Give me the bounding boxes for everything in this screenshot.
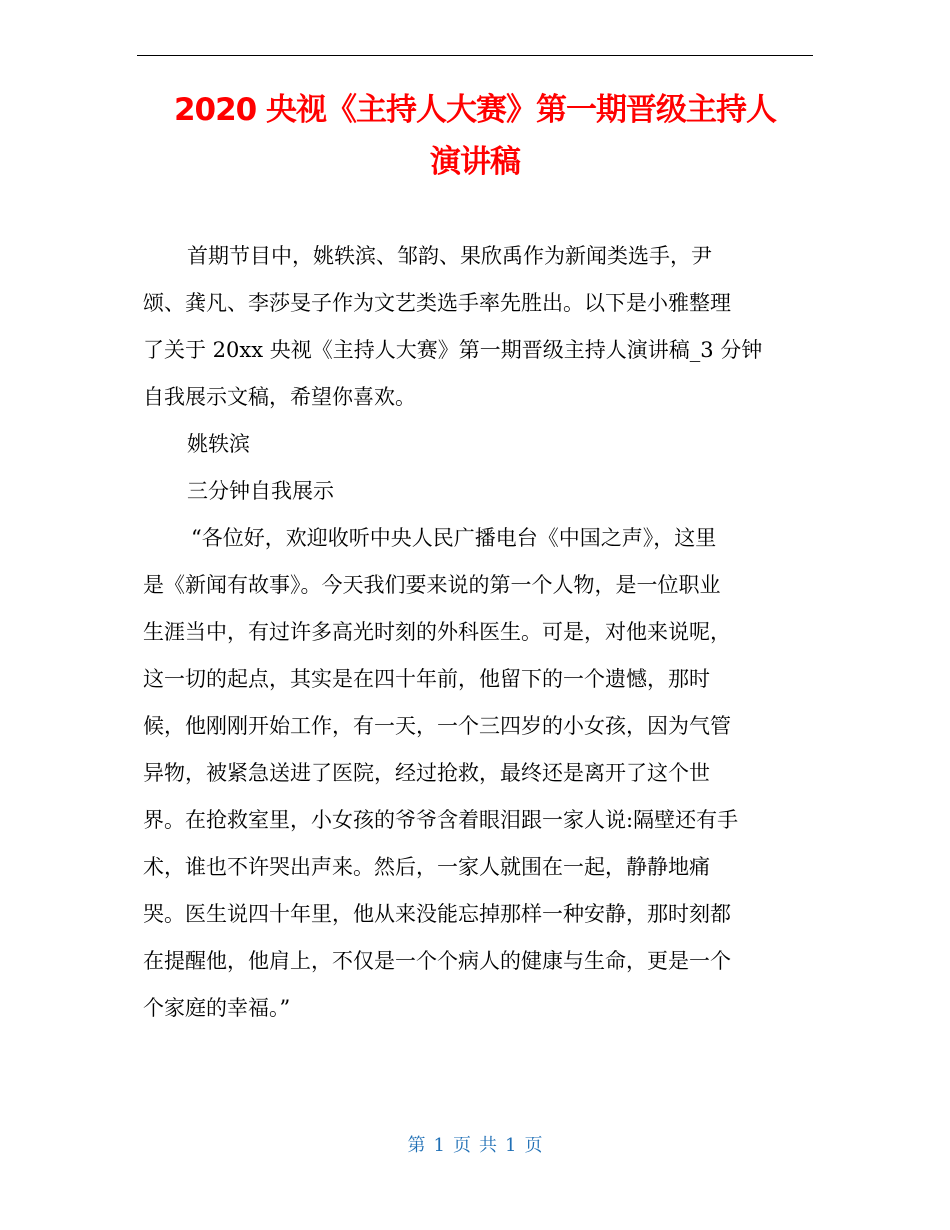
footer-page-prefix: 第 bbox=[407, 1135, 426, 1156]
speech-line-6: 异物，被紧急送进了医院，经过抢救，最终还是离开了这个世 bbox=[143, 761, 710, 785]
footer-total-pages: 1 bbox=[505, 1135, 517, 1156]
speech-line-10: 在提醒他，他肩上，不仅是一个个病人的健康与生命，更是一个 bbox=[143, 949, 731, 973]
speech-line-8: 术，谁也不许哭出声来。然后，一家人就围在一起，静静地痛 bbox=[143, 855, 710, 879]
footer-current-page: 1 bbox=[433, 1135, 445, 1156]
speech-line-11: 个家庭的幸福。” bbox=[143, 996, 291, 1020]
intro-line-1: 首期节目中，姚轶滨、邹韵、果欣禹作为新闻类选手，尹 bbox=[187, 244, 712, 268]
section-heading: 三分钟自我展示 bbox=[187, 479, 334, 503]
page-footer bbox=[0, 1133, 950, 1159]
speaker-name: 姚轶滨 bbox=[187, 432, 250, 456]
footer-total-prefix: 共 bbox=[479, 1135, 497, 1156]
footer-page-suffix: 页 bbox=[524, 1135, 543, 1156]
speech-line-7: 界。在抢救室里，小女孩的爷爷含着眼泪跟一家人说:隔壁还有手 bbox=[143, 808, 739, 832]
intro-line-4: 自我展示文稿，希望你喜欢。 bbox=[143, 385, 416, 409]
header-rule bbox=[137, 55, 813, 56]
title-line-1: 2020 央视《主持人大赛》第一期晋级主持人 bbox=[173, 92, 777, 128]
speech-line-1: “各位好，欢迎收听中央人民广播电台《中国之声》，这里 bbox=[191, 526, 717, 550]
footer-page-word: 页 bbox=[453, 1135, 471, 1156]
document-body bbox=[143, 233, 813, 1032]
speech-line-2: 是《新闻有故事》。今天我们要来说的第一个人物，是一位职业 bbox=[143, 573, 721, 597]
intro-line-3: 了关于 20xx 央视《主持人大赛》第一期晋级主持人演讲稿_3 分钟 bbox=[143, 338, 763, 362]
speech-line-3: 生涯当中，有过许多高光时刻的外科医生。可是，对他来说呢， bbox=[143, 620, 731, 644]
document-title bbox=[137, 84, 813, 188]
speech-line-5: 候，他刚刚开始工作，有一天，一个三四岁的小女孩，因为气管 bbox=[143, 714, 731, 738]
speech-line-9: 哭。医生说四十年里，他从来没能忘掉那样一种安静，那时刻都 bbox=[143, 902, 731, 926]
intro-line-2: 颂、龚凡、李莎旻子作为文艺类选手率先胜出。以下是小雅整理 bbox=[143, 291, 731, 315]
speech-line-4: 这一切的起点，其实是在四十年前，他留下的一个遗憾，那时 bbox=[143, 667, 710, 691]
title-line-2: 演讲稿 bbox=[430, 144, 520, 180]
